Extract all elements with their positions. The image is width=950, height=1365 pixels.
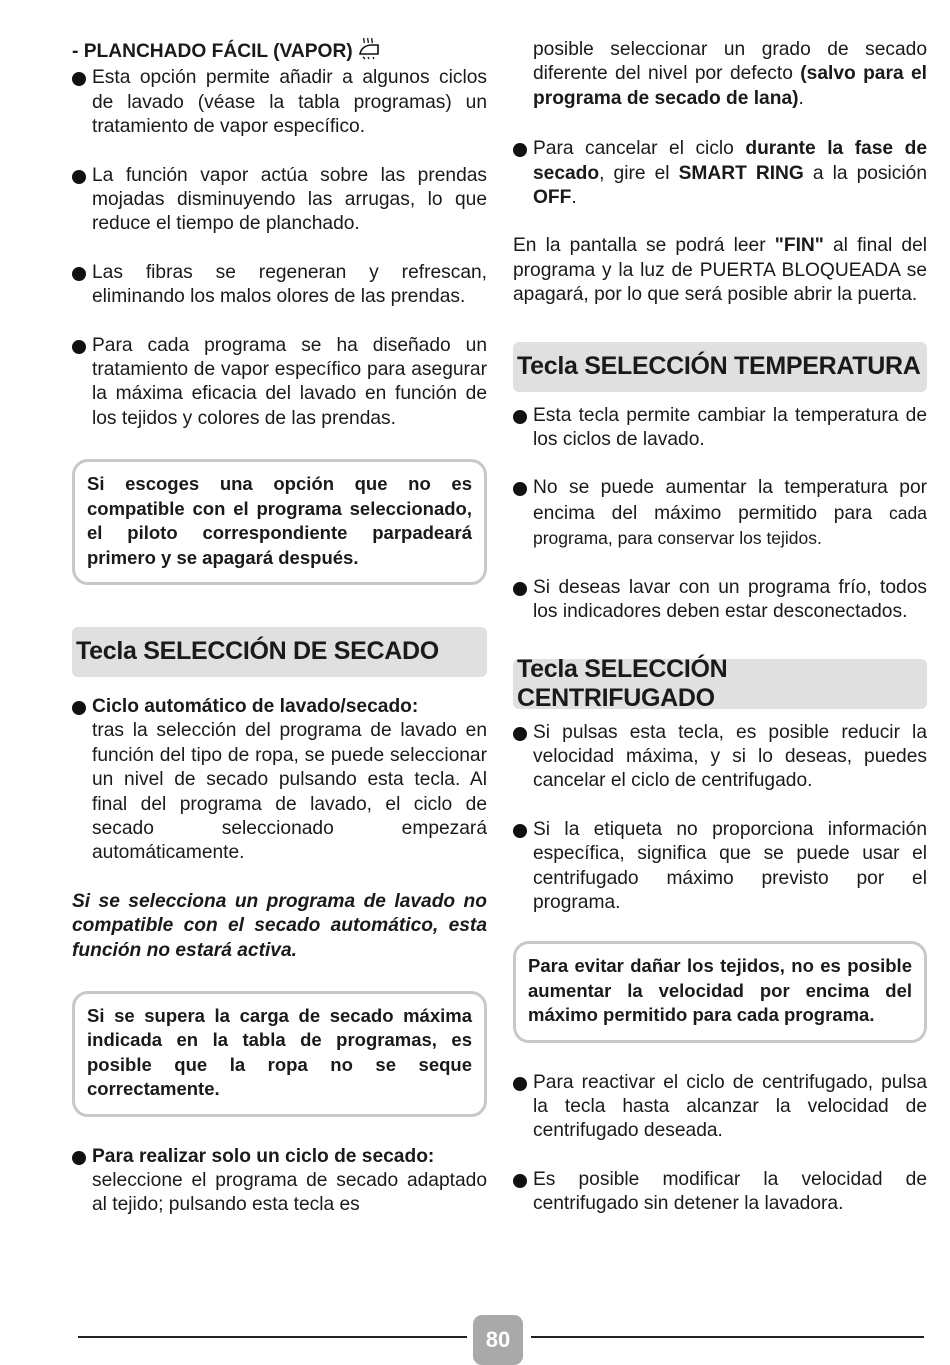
- bullet-icon: [72, 340, 86, 354]
- list-item: No se puede aumentar la temperatura por encima del máximo permitido para cada programa, para conservar los tejidos.: [513, 476, 927, 551]
- list-item: Para cada programa se ha diseñado un tratamiento de vapor específico para asegurar la máxima eficacia del lavado en función de los tejidos y colores de las prendas.: [72, 334, 487, 432]
- drying-continuation: posible seleccionar un grado de secado diferente del nivel por defecto (salvo para el programa de secado de lana).: [533, 39, 927, 109]
- list-item: Para realizar solo un ciclo de secado: seleccione el programa de secado adaptado al tejido; pulsando esta tecla es: [72, 1145, 487, 1218]
- spin-section-heading: Tecla SELECCIÓN CENTRIFUGADO: [513, 659, 927, 709]
- fin-paragraph: En la pantalla se podrá leer "FIN" al final del programa y la luz de PUERTA BLOQUEADA se apagará, por lo que será posible abrir la puerta.: [513, 235, 927, 306]
- steam-iron-icon: [357, 38, 381, 60]
- bullet-icon: [513, 1174, 527, 1188]
- drying-note-box: Si se supera la carga de secado máxima indicada en la tabla de programas, es posible que la ropa no se seque correctamente.: [72, 991, 487, 1117]
- drying-section-heading: Tecla SELECCIÓN DE SECADO: [72, 627, 487, 677]
- spin-note-box: Para evitar dañar los tejidos, no es posible aumentar la velocidad por encima del máximo permitido para cada programa.: [513, 941, 927, 1042]
- list-item: Esta tecla permite cambiar la temperatura de los ciclos de lavado.: [513, 404, 927, 453]
- temperature-section-heading: Tecla SELECCIÓN TEMPERATURA: [513, 342, 927, 392]
- list-item: Para cancelar el ciclo durante la fase de secado, gire el SMART RING a la posición OFF.: [513, 137, 927, 210]
- drying-italic-note: Si se selecciona un programa de lavado no compatible con el secado automático, esta función no estará activa.: [72, 890, 487, 961]
- bullet-icon: [72, 170, 86, 184]
- bullet-icon: [513, 1077, 527, 1091]
- bullet-icon: [72, 267, 86, 281]
- footer-rule-left: [78, 1336, 467, 1338]
- footer-rule-right: [531, 1336, 924, 1338]
- page-number: 80: [473, 1315, 523, 1365]
- steam-option-title: - PLANCHADO FÁCIL (VAPOR): [72, 38, 487, 64]
- bullet-icon: [513, 582, 527, 596]
- list-item: Esta opción permite añadir a algunos ciclos de lavado (véase la tabla programas) un tratamiento de vapor específico.: [72, 66, 487, 139]
- list-item: Si la etiqueta no proporciona información específica, significa que se puede usar el centrifugado máximo previsto por el programa.: [513, 818, 927, 916]
- bullet-icon: [72, 1151, 86, 1165]
- bullet-icon: [513, 143, 527, 157]
- bullet-icon: [72, 72, 86, 86]
- right-column: [513, 38, 927, 1217]
- list-item: Las fibras se regeneran y refrescan, eliminando los malos olores de las prendas.: [72, 261, 487, 310]
- bullet-icon: [72, 701, 86, 715]
- steam-note-box: Si escoges una opción que no es compatible con el programa seleccionado, el piloto correspondiente parpadeará primero y se apagará después.: [72, 459, 487, 585]
- left-column: [72, 38, 487, 1218]
- list-item: Si pulsas esta tecla, es posible reducir la velocidad máxima, y si lo deseas, puedes cancelar el ciclo de centrifugado.: [513, 721, 927, 794]
- list-item: Ciclo automático de lavado/secado: tras la selección del programa de lavado en función del tipo de ropa, se puede seleccionar un nivel de secado pulsando esta tecla. Al final del programa de lavado, el ciclo de secado seleccionado empezará automáticamente.: [72, 695, 487, 866]
- bullet-icon: [513, 410, 527, 424]
- bullet-icon: [513, 727, 527, 741]
- bullet-icon: [513, 824, 527, 838]
- list-item: Es posible modificar la velocidad de centrifugado sin detener la lavadora.: [513, 1168, 927, 1217]
- list-item: Si deseas lavar con un programa frío, todos los indicadores deben estar desconectados.: [513, 576, 927, 625]
- list-item: Para reactivar el ciclo de centrifugado, pulsa la tecla hasta alcanzar la velocidad de centrifugado deseada.: [513, 1071, 927, 1144]
- bullet-icon: [513, 482, 527, 496]
- list-item: La función vapor actúa sobre las prendas mojadas disminuyendo las arrugas, lo que reduce el tiempo de planchado.: [72, 164, 487, 237]
